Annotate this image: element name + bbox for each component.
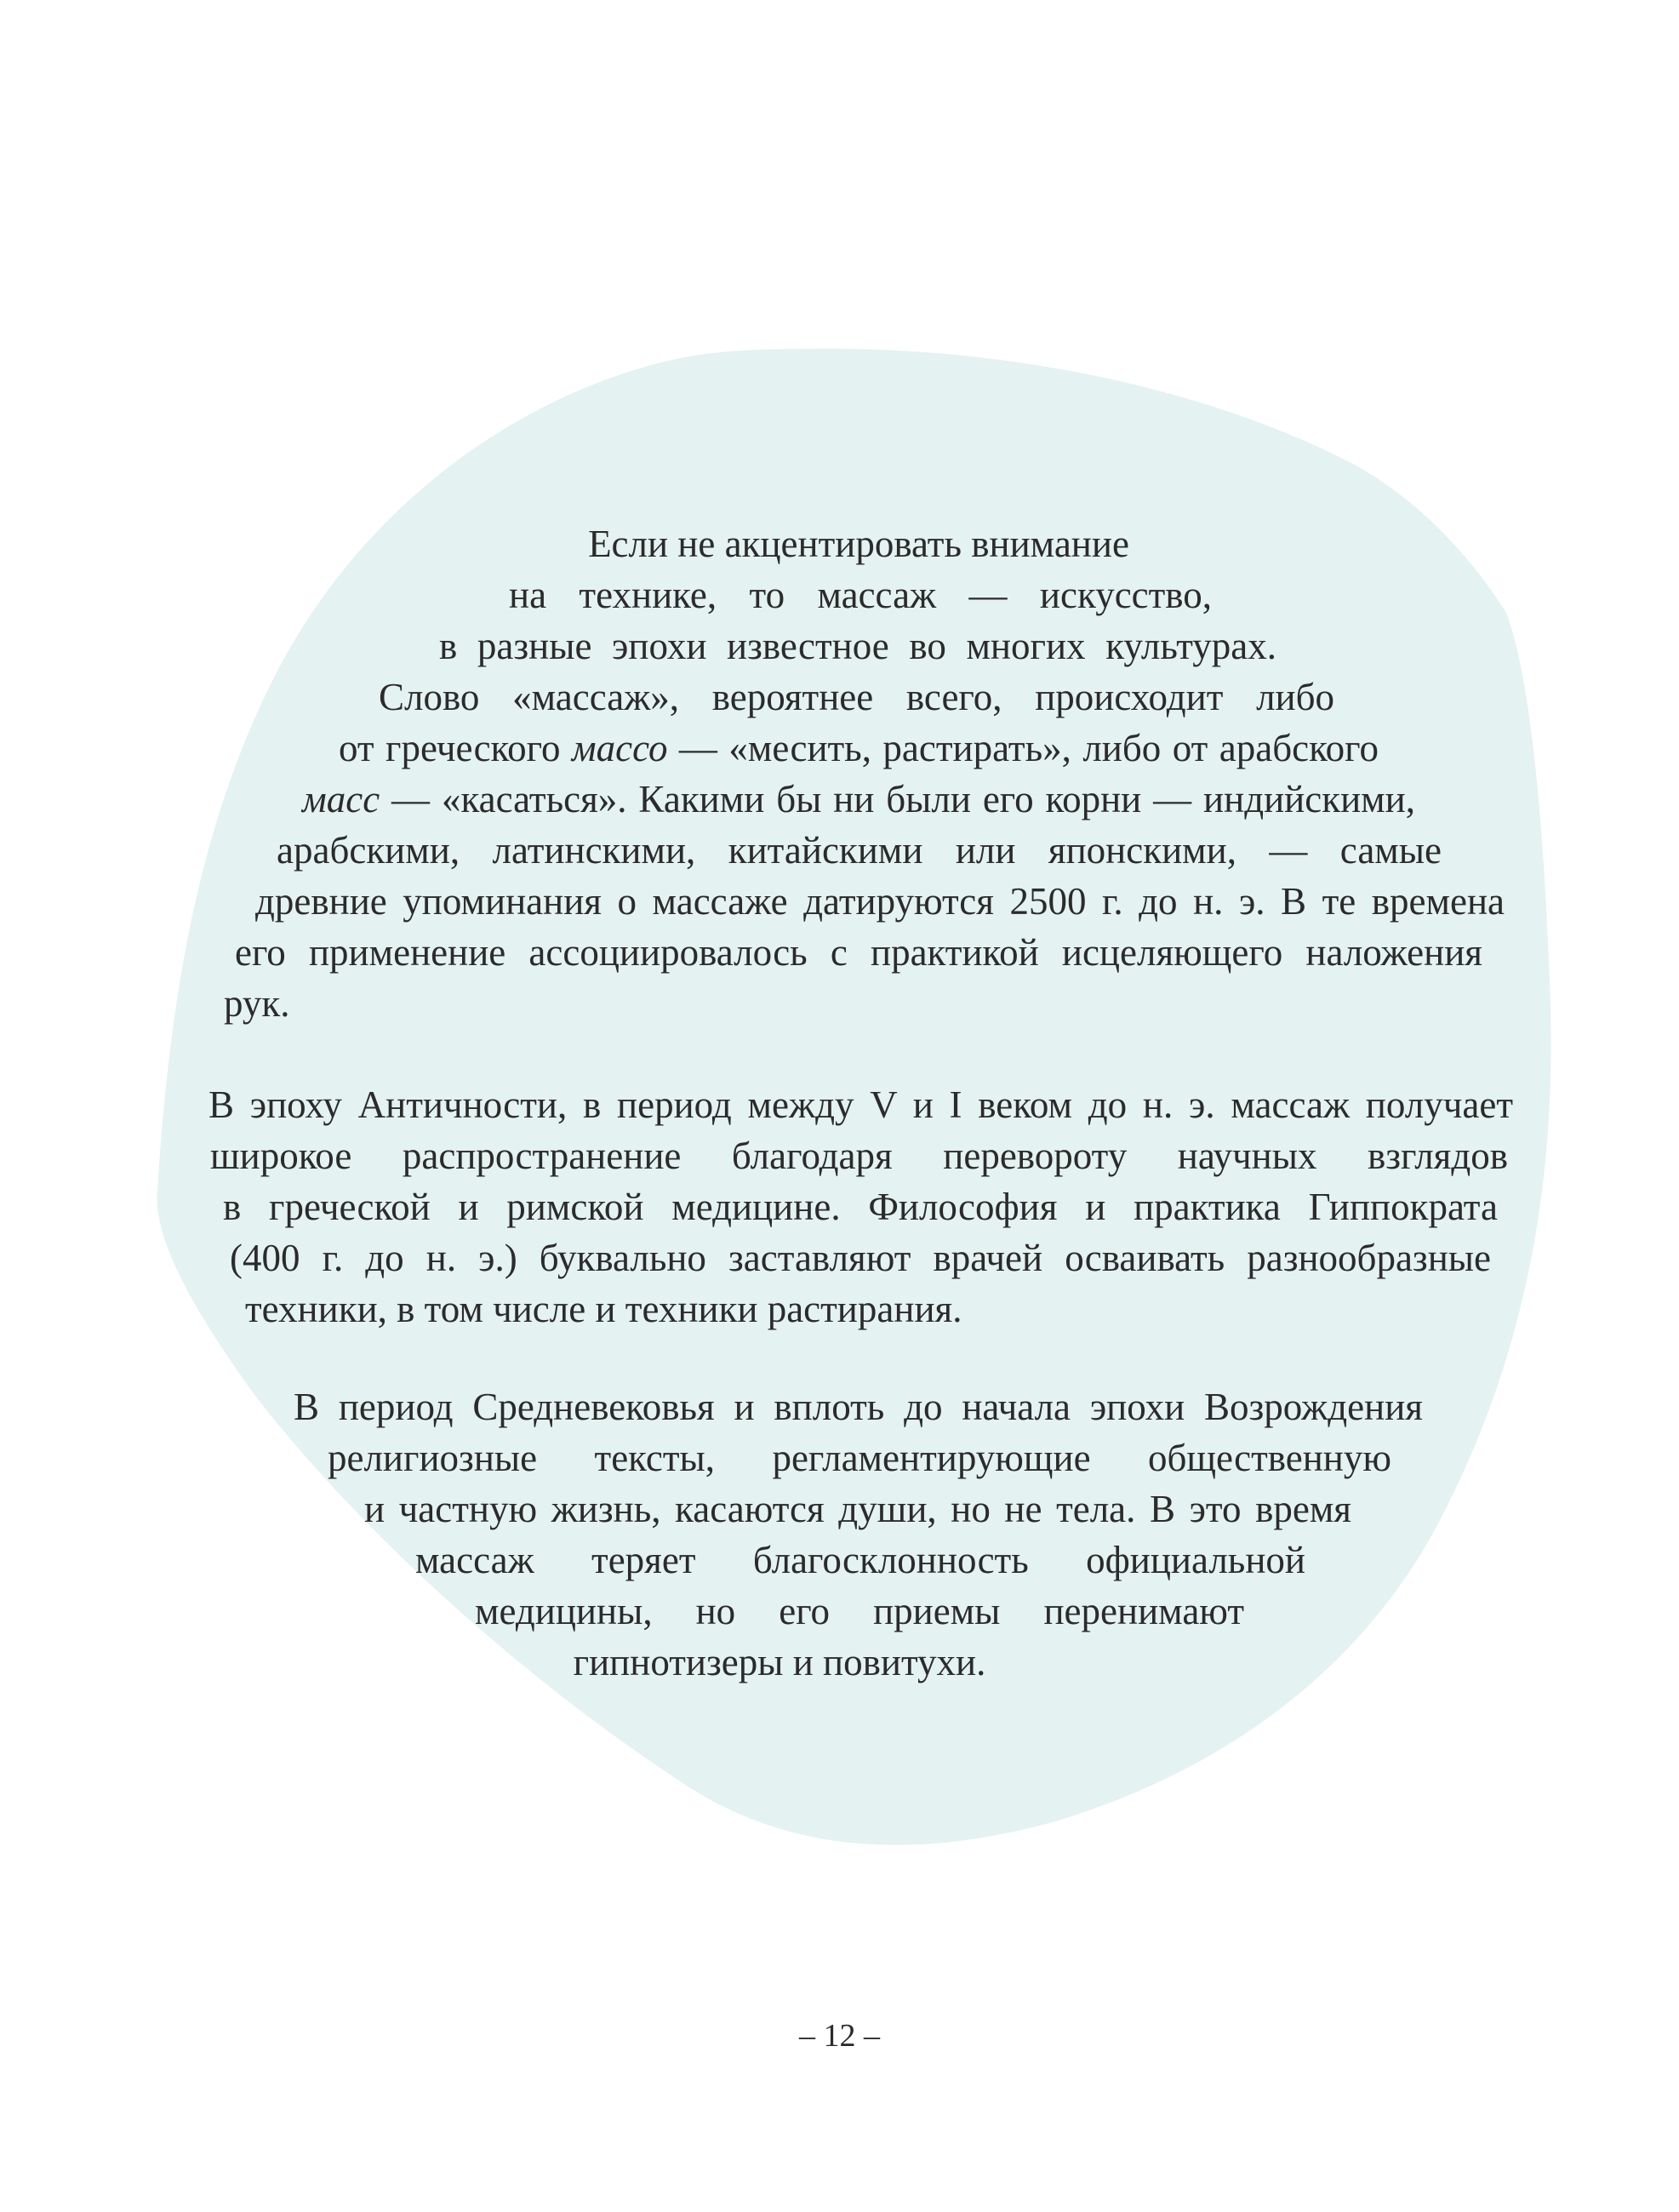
text-line [245, 1284, 1034, 1334]
text-line [415, 1535, 1305, 1585]
text-line [339, 723, 1379, 773]
text-line [223, 1182, 1498, 1232]
text-segment: в греческой и римской медицине. Философия и практика Гиппократа [223, 1186, 1498, 1228]
text-segment: рук. [224, 982, 290, 1025]
text-line [224, 979, 306, 1028]
text-segment: религиозные тексты, регламентирующие общественную [328, 1437, 1391, 1479]
text-segment: древние упоминания о массаже датируются 2500 г. до н. э. В те времена [255, 880, 1505, 923]
italic-word: масс [302, 778, 380, 820]
text-line [294, 1382, 1423, 1432]
text-line [439, 621, 1276, 671]
italic-word: массо [571, 727, 668, 769]
text-line [208, 1080, 1513, 1129]
text-segment: арабскими, латинскими, китайскими или японскими, — самые [277, 829, 1442, 872]
text-segment: на технике, то массаж — искусство, [509, 574, 1212, 616]
text-line [277, 826, 1442, 875]
text-segment: гипнотизеры и повитухи. [573, 1641, 986, 1683]
text-line [230, 1233, 1491, 1283]
text-segment: — «касаться». Какими бы ни были его корни — индийскими, [380, 778, 1415, 820]
text-segment: широкое распространение благодаря перевороту научных взглядов [210, 1135, 1508, 1177]
text-segment: и частную жизнь, касаются души, но не тела. В это время [364, 1488, 1351, 1530]
text-segment: его применение ассоциировалось с практикой исцеляющего наложения [235, 931, 1482, 974]
text-segment: медицины, но его приемы перенимают [475, 1590, 1244, 1632]
text-segment: техники, в том числе и техники растирания. [245, 1288, 962, 1330]
text-segment: (400 г. до н. э.) буквально заставляют врачей осваивать разнообразные [230, 1237, 1491, 1279]
text-segment: — «месить, растирать», либо от арабского [667, 727, 1379, 769]
text-line [379, 672, 1334, 722]
text-line [255, 877, 1505, 926]
text-line [235, 928, 1482, 977]
page-number: – 12 – [799, 2018, 880, 2054]
text-line [559, 1638, 1000, 1687]
text-line [560, 519, 1157, 569]
text-segment: массаж теряет благосклонность официальной [415, 1539, 1305, 1581]
text-segment: В эпоху Античности, в период между V и I веком до н. э. массаж получает [208, 1083, 1513, 1126]
text-segment: Слово «массаж», вероятнее всего, происходит либо [379, 676, 1334, 718]
text-line [475, 1586, 1244, 1636]
text-line [364, 1484, 1351, 1534]
text-line [509, 570, 1212, 620]
text-segment: Если не акцентировать внимание [588, 523, 1129, 565]
text-line [328, 1433, 1391, 1483]
text-segment: в разные эпохи известное во многих культурах. [439, 625, 1276, 667]
text-segment: В период Средневековья и вплоть до начала эпохи Возрождения [294, 1386, 1423, 1428]
text-line [210, 1131, 1508, 1180]
text-line [302, 774, 1415, 824]
text-segment: от греческого [339, 727, 572, 769]
